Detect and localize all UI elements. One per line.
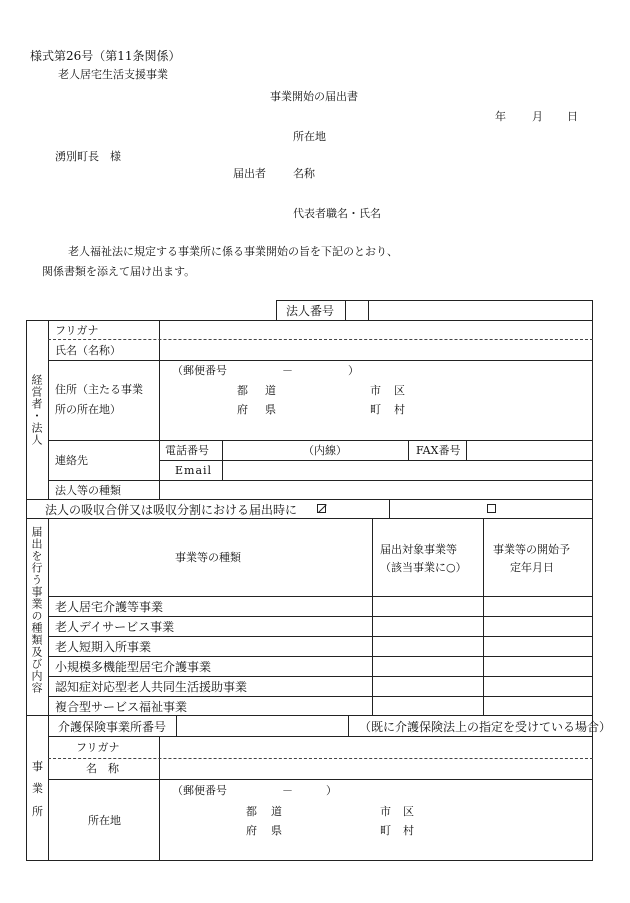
business-type-header: 事業等の種類 — [175, 551, 241, 564]
operator-ku: 区 — [394, 384, 405, 397]
office-name-label: 名 称 — [86, 762, 119, 775]
office-mura: 村 — [403, 824, 414, 837]
office-label-char-3: 所 — [32, 805, 43, 818]
contact-label: 連絡先 — [55, 454, 88, 467]
business-row-5: 認知症対応型老人共同生活援助事業 — [55, 680, 248, 694]
fax-label: FAX番号 — [416, 444, 461, 457]
document-title: 事業開始の届出書 — [270, 90, 358, 103]
operator-mura: 村 — [394, 403, 405, 416]
office-label-char-2: 業 — [32, 782, 43, 795]
email-label: Email — [175, 464, 213, 477]
date-day: 日 — [567, 110, 578, 123]
office-location-label: 所在地 — [88, 814, 121, 827]
target-cell-5[interactable] — [373, 677, 482, 695]
business-row-3: 老人短期入所事業 — [55, 640, 152, 654]
target-cell-1[interactable] — [373, 597, 482, 615]
body-text-line2: 関係書類を添えて届け出ます。 — [42, 265, 196, 278]
target-header-2: （該当事業に○） — [380, 561, 467, 574]
start-date-cell-4[interactable] — [484, 657, 592, 675]
office-postal: （郵便番号 － ） — [172, 784, 337, 797]
operator-machi: 町 — [370, 403, 381, 416]
start-date-cell-1[interactable] — [484, 597, 592, 615]
operator-furigana-field[interactable] — [160, 321, 592, 338]
operator-shi: 市 — [370, 384, 381, 397]
office-machi: 町 — [380, 824, 391, 837]
corp-number-field[interactable] — [369, 301, 592, 320]
insurance-number-label: 介護保険事業所番号 — [58, 720, 167, 734]
business-section-label: 届出を行う事業の種類及び内容 — [30, 526, 43, 694]
office-fu: 府 — [246, 824, 257, 837]
addressee: 湧別町長 様 — [55, 150, 121, 163]
business-row-4: 小規模多機能型居宅介護事業 — [55, 660, 212, 674]
merger-checkbox[interactable] — [487, 504, 496, 513]
office-do: 道 — [271, 805, 282, 818]
form-number: 様式第26号（第11条関係） — [30, 49, 181, 63]
fax-field[interactable] — [467, 441, 592, 459]
corp-type-label: 法人等の種類 — [55, 484, 121, 497]
target-cell-4[interactable] — [373, 657, 482, 675]
corp-number-label: 法人番号 — [286, 304, 335, 318]
operator-postal: （郵便番号 － ） — [172, 364, 359, 377]
start-date-cell-2[interactable] — [484, 617, 592, 635]
office-label-char-1: 事 — [32, 760, 43, 773]
start-date-header-2: 定年月日 — [510, 561, 554, 574]
start-date-cell-3[interactable] — [484, 637, 592, 655]
start-date-header-1: 事業等の開始予 — [493, 543, 570, 556]
office-ken: 県 — [271, 824, 282, 837]
target-cell-6[interactable] — [373, 697, 482, 715]
date-year: 年 — [495, 110, 506, 123]
email-field[interactable] — [223, 461, 592, 479]
business-row-2: 老人デイサービス事業 — [55, 620, 175, 634]
office-name-field[interactable] — [160, 759, 592, 778]
target-cell-3[interactable] — [373, 637, 482, 655]
office-ku: 区 — [403, 805, 414, 818]
office-shi: 市 — [380, 805, 391, 818]
business-category: 老人居宅生活支援事業 — [58, 68, 168, 81]
target-cell-2[interactable] — [373, 617, 482, 635]
operator-to: 都 — [237, 384, 248, 397]
name-label: 名称 — [293, 167, 315, 180]
business-row-1: 老人居宅介護等事業 — [55, 600, 164, 614]
phone-label: 電話番号 — [165, 444, 209, 457]
operator-name-label: 氏名（名称） — [55, 344, 121, 357]
operator-address-label-2: 所の所在地） — [55, 403, 121, 416]
office-furigana-field[interactable] — [160, 737, 592, 757]
business-row-6: 複合型サービス福祉事業 — [55, 700, 188, 714]
corp-type-field[interactable] — [160, 481, 592, 499]
office-to: 都 — [246, 805, 257, 818]
applicant-label: 届出者 — [233, 167, 266, 180]
merger-label: 法人の吸収合併又は吸収分割における届出時に — [45, 503, 298, 517]
extension-label: （内線） — [303, 444, 347, 457]
target-header-1: 届出対象事業等 — [380, 543, 457, 556]
operator-furigana-label: フリガナ — [55, 324, 99, 337]
body-text-line1: 老人福祉法に規定する事業所に係る事業開始の旨を下記のとおり、 — [68, 245, 398, 258]
start-date-cell-5[interactable] — [484, 677, 592, 695]
checked-checkbox-icon — [317, 504, 326, 513]
operator-name-field[interactable] — [160, 341, 592, 359]
operator-ken: 県 — [265, 403, 276, 416]
operator-do: 道 — [265, 384, 276, 397]
address-label: 所在地 — [293, 130, 326, 143]
office-furigana-label: フリガナ — [76, 741, 120, 754]
insurance-note: （既に介護保険法上の指定を受けている場合） — [359, 720, 612, 734]
operator-address-label-1: 住所（主たる事業 — [55, 383, 143, 396]
start-date-cell-6[interactable] — [484, 697, 592, 715]
date-month: 月 — [532, 110, 543, 123]
operator-fu: 府 — [237, 403, 248, 416]
insurance-number-field[interactable] — [177, 716, 347, 735]
operator-section-label: 経営者・法人 — [30, 374, 43, 446]
representative-label: 代表者職名・氏名 — [293, 207, 381, 220]
